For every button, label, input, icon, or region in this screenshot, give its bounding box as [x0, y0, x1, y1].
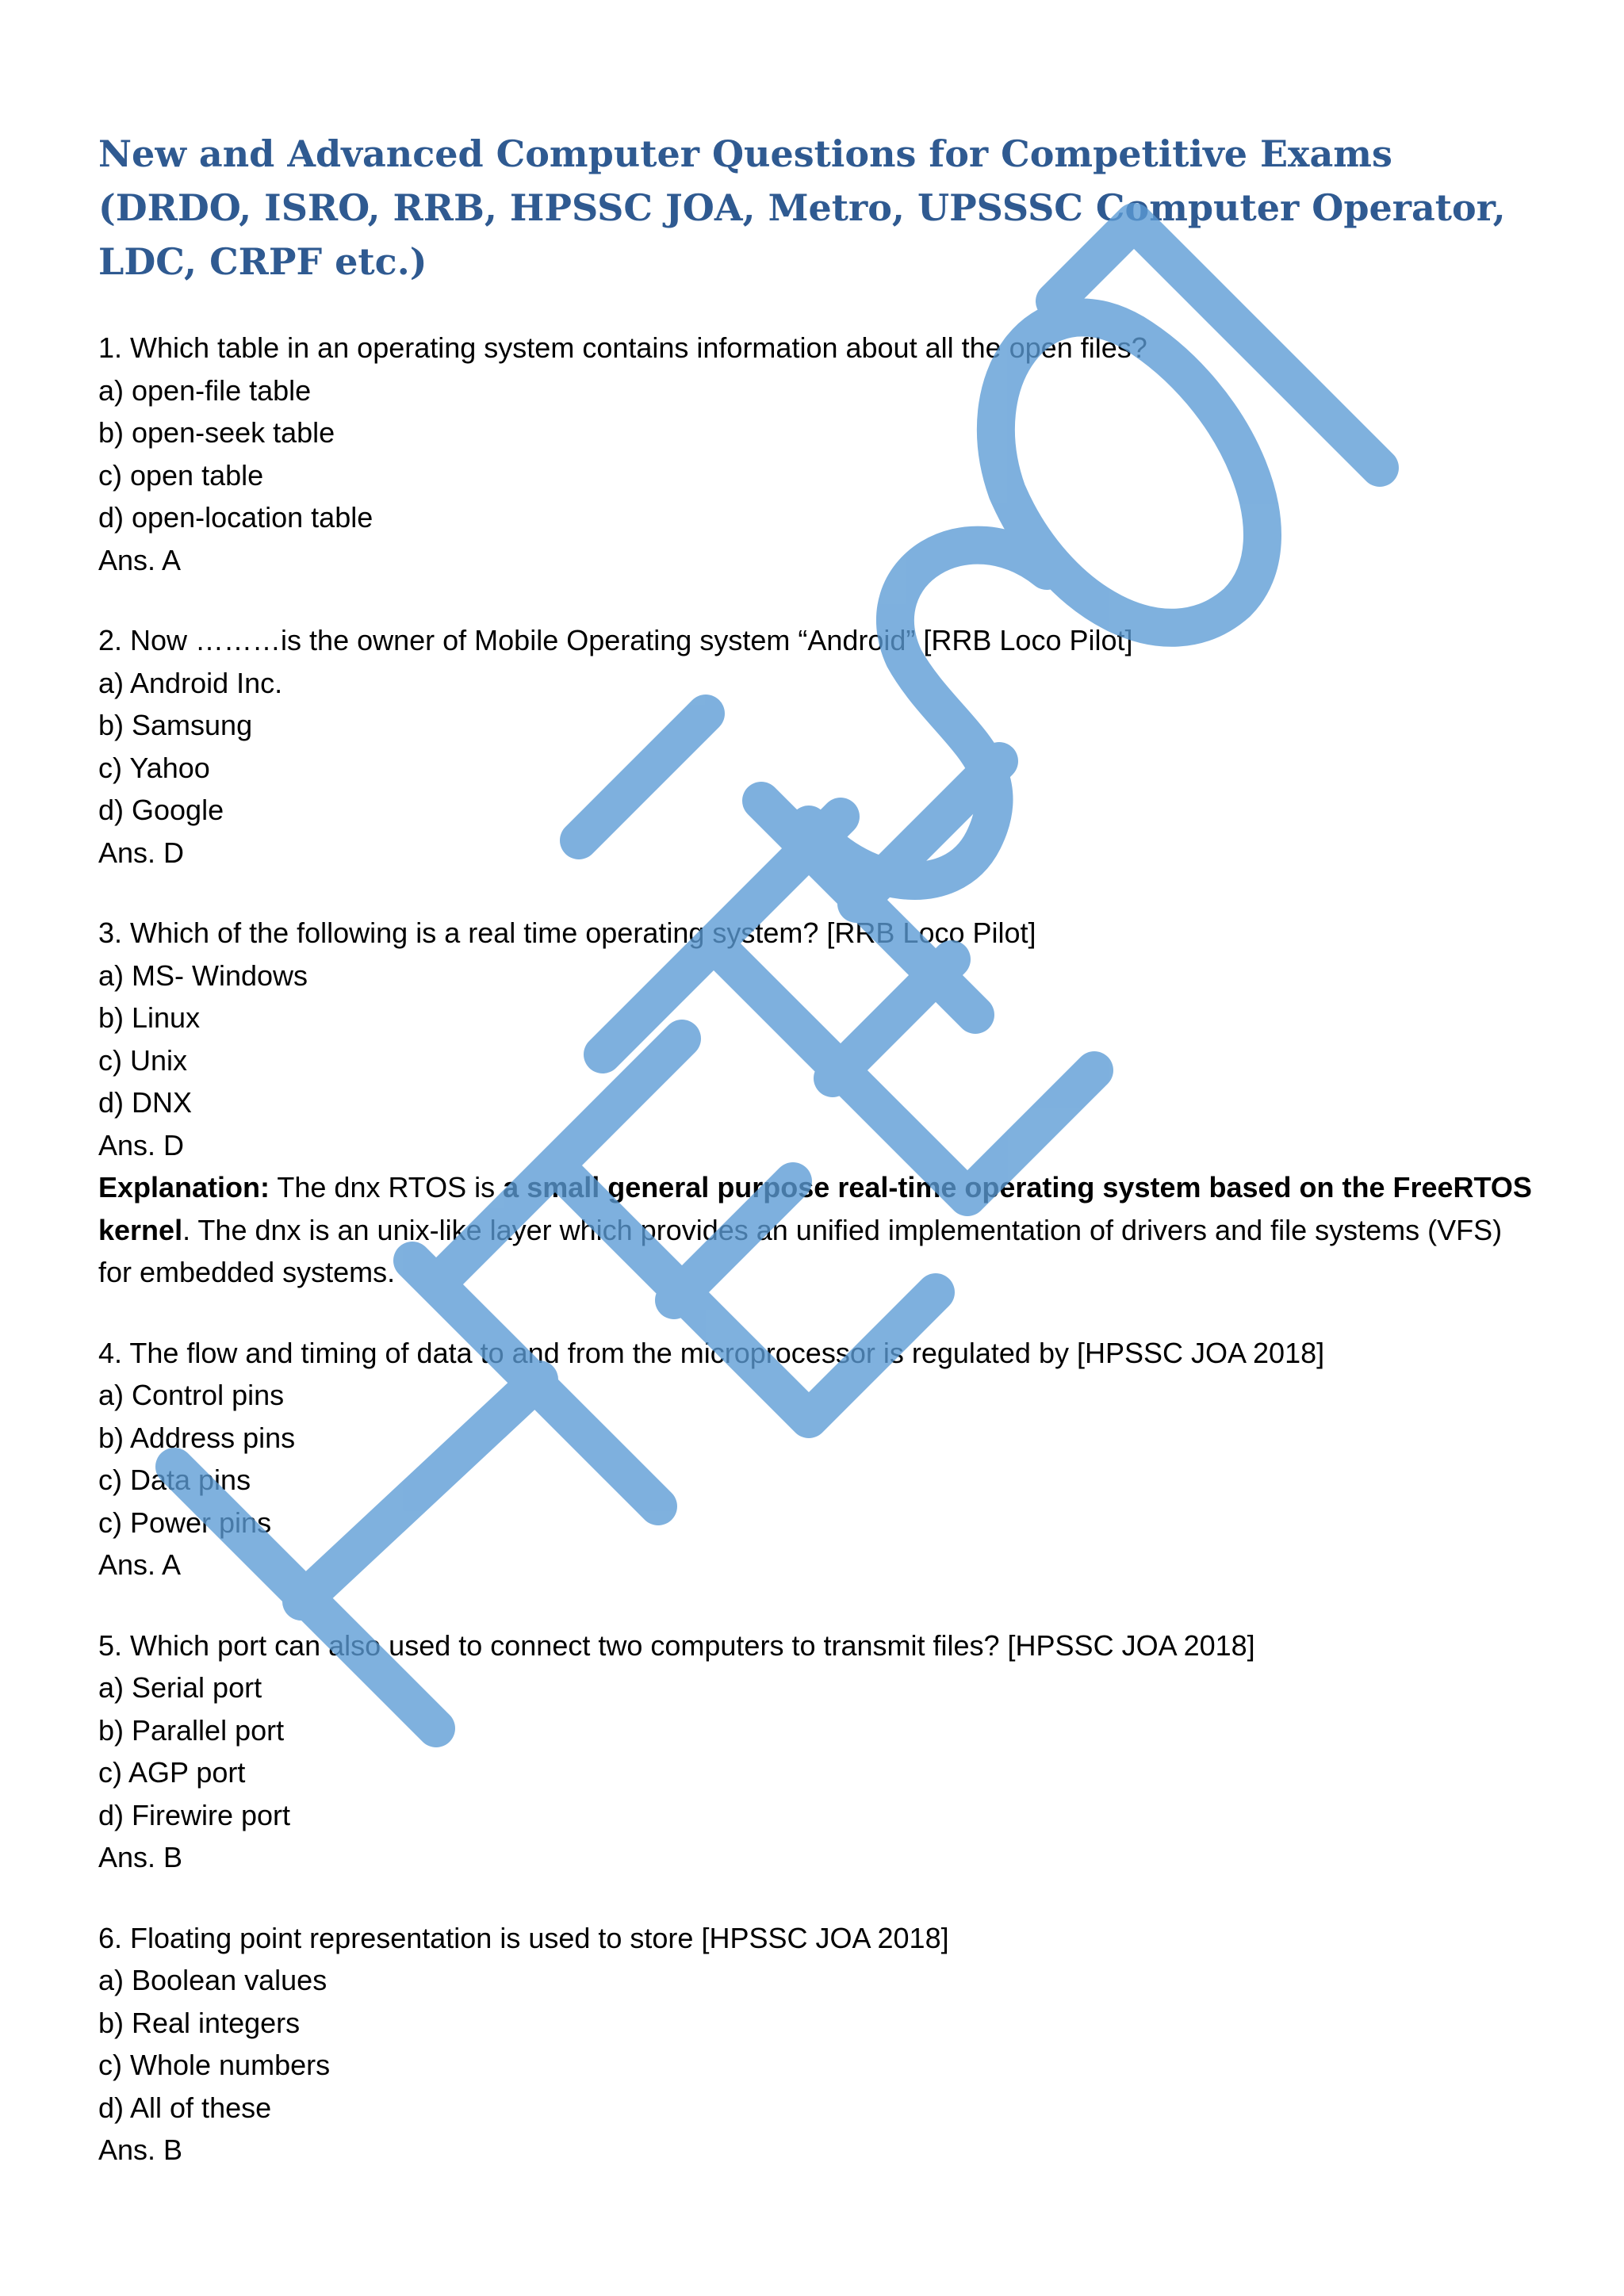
- answer: Ans. D: [98, 836, 185, 869]
- question-text: 3. Which of the following is a real time operating system? [RRB Loco Pilot]: [98, 916, 1036, 949]
- option: d) open-location table: [98, 501, 373, 534]
- option: c) Whole numbers: [98, 2049, 331, 2081]
- question-text: 1. Which table in an operating system contains information about all the open files?: [98, 331, 1147, 364]
- option: b) Address pins: [98, 1421, 296, 1454]
- option: b) Real integers: [98, 2006, 301, 2039]
- option: a) open-file table: [98, 373, 312, 407]
- option: b) Linux: [98, 1001, 201, 1034]
- question-3: [98, 912, 1542, 1294]
- question-2: [98, 619, 1542, 874]
- option: a) Serial port: [98, 1671, 262, 1704]
- option: b) Samsung: [98, 709, 253, 741]
- option: c) Power pins: [98, 1506, 272, 1539]
- question-1: [98, 327, 1542, 581]
- explanation-text-post: . The dnx is an unix-like layer which provides an unified implementation of drivers and file systems (VFS) for embedded systems.: [98, 1213, 1503, 1288]
- answer: Ans. D: [98, 1128, 185, 1161]
- answer: Ans. A: [98, 543, 182, 576]
- question-text: 6. Floating point representation is used to store [HPSSC JOA 2018]: [98, 1921, 949, 1954]
- question-4: [98, 1332, 1542, 1586]
- option: c) Data pins: [98, 1464, 251, 1496]
- answer: Ans. A: [98, 1548, 182, 1581]
- option: c) open table: [98, 458, 264, 492]
- explanation: [98, 1166, 1542, 1294]
- title-line-2: (DRDO, ISRO, RRB, HPSSC JOA, Metro, UPSSSC Computer Operator, LDC, CRPF etc.): [98, 186, 1506, 283]
- option: a) Control pins: [98, 1379, 285, 1411]
- question-text: 5. Which port can also used to connect two computers to transmit files? [HPSSC JOA 2018]: [98, 1628, 1255, 1662]
- option: b) open-seek table: [98, 416, 335, 449]
- option: d) DNX: [98, 1086, 193, 1119]
- option: d) All of these: [98, 2091, 272, 2124]
- option: a) MS- Windows: [98, 959, 308, 992]
- explanation-text-pre: The dnx RTOS is: [270, 1171, 504, 1203]
- option: a) Boolean values: [98, 1964, 327, 1996]
- page-title: [98, 127, 1542, 289]
- document-page: [98, 127, 1542, 2172]
- question-5: [98, 1624, 1542, 1879]
- explanation-highlight: a small general purpose real-time operating system based on the FreeRTOS kernel: [98, 1171, 1532, 1246]
- explanation-label: Explanation:: [98, 1171, 270, 1203]
- option: b) Parallel port: [98, 1713, 285, 1747]
- option: c) Unix: [98, 1043, 188, 1077]
- option: d) Firewire port: [98, 1798, 291, 1831]
- option: c) AGP port: [98, 1756, 246, 1789]
- option: d) Google: [98, 794, 224, 826]
- answer: Ans. B: [98, 1841, 183, 1873]
- option: a) Android Inc.: [98, 666, 283, 699]
- question-text: 4. The flow and timing of data to and from the microprocessor is regulated by [HPSSC JOA 2018]: [98, 1336, 1325, 1369]
- title-line-1: New and Advanced Computer Questions for Competitive Exams: [98, 132, 1392, 175]
- option: c) Yahoo: [98, 751, 210, 784]
- answer: Ans. B: [98, 2133, 183, 2166]
- question-6: [98, 1917, 1542, 2172]
- question-text: 2. Now ………is the owner of Mobile Operating system “Android” [RRB Loco Pilot]: [98, 624, 1133, 656]
